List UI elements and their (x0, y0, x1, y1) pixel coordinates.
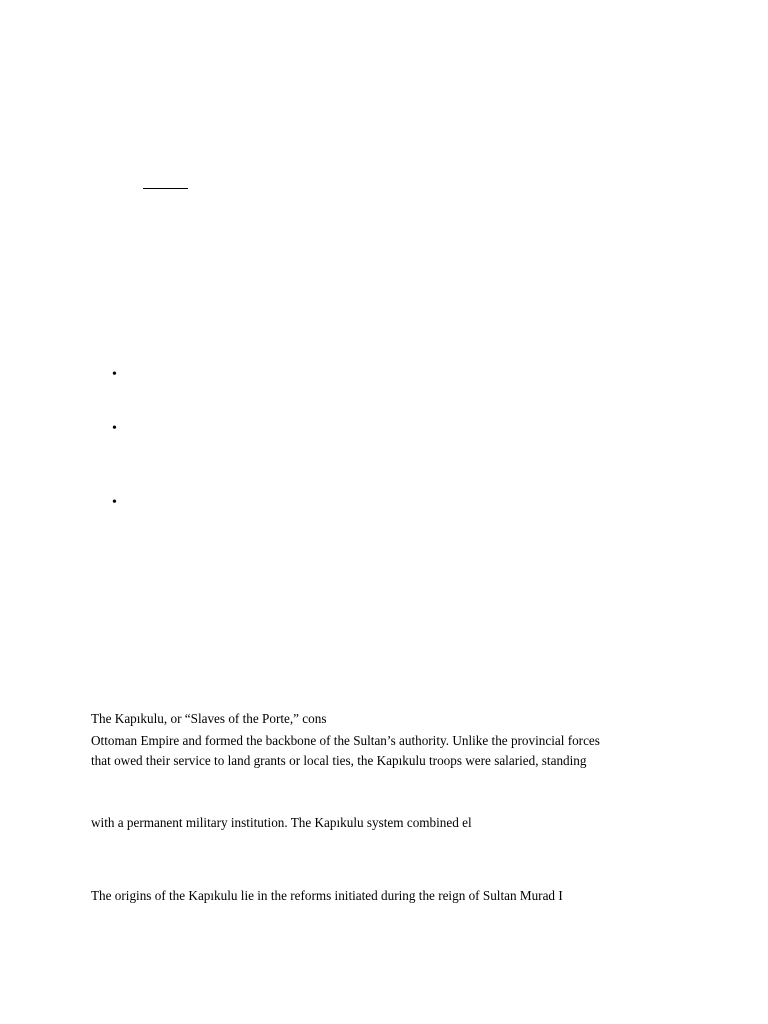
paragraph-line: that owed their service to land grants or local ties, the Kapıkulu troops were salaried, standing (91, 753, 587, 768)
paragraph-line: with a permanent military institution. The Kapıkulu system combined el (91, 815, 472, 830)
paragraph-line: The Kapıkulu, or “Slaves of the Porte,” cons (91, 711, 327, 726)
bullet-point: • (112, 421, 117, 436)
horizontal-rule (143, 188, 188, 189)
paragraph-line: The origins of the Kapıkulu lie in the reforms initiated during the reign of Sultan Murad I (91, 888, 563, 903)
paragraph-line: Ottoman Empire and formed the backbone of the Sultan’s authority. Unlike the provincial forces (91, 733, 600, 748)
bullet-point: • (112, 495, 117, 510)
bullet-point: • (112, 367, 117, 382)
